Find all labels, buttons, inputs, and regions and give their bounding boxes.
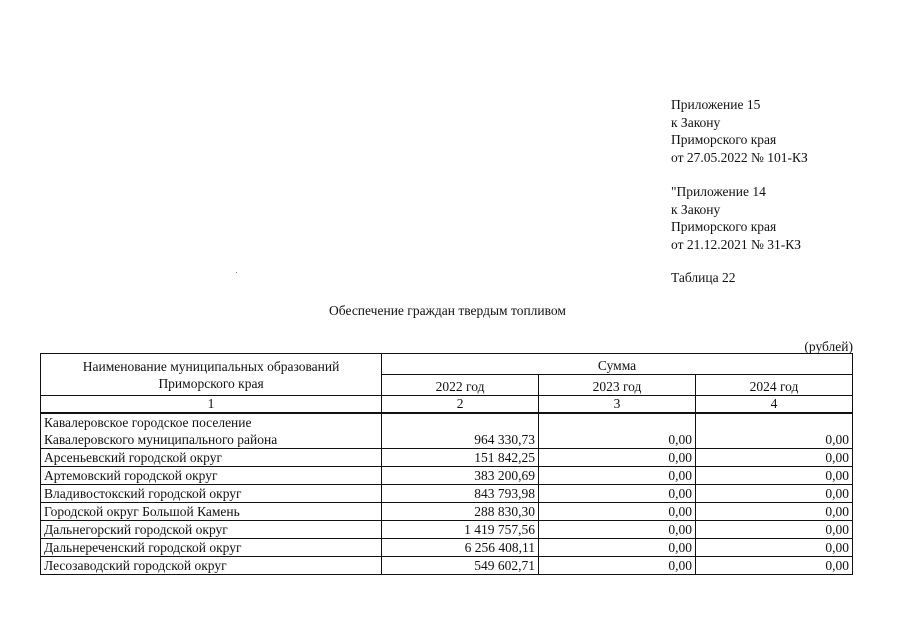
amount-2022: 383 200,69 xyxy=(382,467,539,485)
appendix-line: Приложение 15 xyxy=(671,97,761,112)
amount-2023: 0,00 xyxy=(539,539,696,557)
table-header-row xyxy=(41,354,853,375)
municipality-name-line: Кавалеровское городское поселение xyxy=(44,415,252,430)
column-index: 2 xyxy=(382,396,539,414)
appendix-header xyxy=(671,96,808,253)
unit-label: (рублей) xyxy=(804,339,853,354)
amount-2024: 0,00 xyxy=(696,467,853,485)
appendix-block-original-law xyxy=(671,183,808,253)
amount-2023: 0,00 xyxy=(539,413,696,449)
appendix-line: Приморского края xyxy=(671,132,777,147)
municipality-name: Городской округ Большой Камень xyxy=(41,503,382,521)
amount-2024: 0,00 xyxy=(696,521,853,539)
column-index-row xyxy=(41,396,853,414)
appendix-line: к Закону xyxy=(671,114,721,130)
municipality-name-line: Кавалеровского муниципального района xyxy=(44,432,278,447)
column-index: 4 xyxy=(696,396,853,414)
appendix-line: "Приложение 14 xyxy=(671,184,766,199)
table-row xyxy=(41,467,853,485)
amount-2024: 0,00 xyxy=(696,413,853,449)
amount-2024: 0,00 xyxy=(696,557,853,575)
amount-2023: 0,00 xyxy=(539,557,696,575)
appendix-line: Приморского края xyxy=(671,219,777,234)
appendix-line: от 27.05.2022 № 101-КЗ xyxy=(671,149,808,165)
appendix-line: к Закону xyxy=(671,201,721,217)
amount-2024: 0,00 xyxy=(696,539,853,557)
amount-2024: 0,00 xyxy=(696,485,853,503)
municipality-name: Артемовский городской округ xyxy=(41,467,382,485)
table-row xyxy=(41,521,853,539)
amount-2022: 288 830,30 xyxy=(382,503,539,521)
column-index: 3 xyxy=(539,396,696,414)
municipality-name: Дальнегорский городской округ xyxy=(41,521,382,539)
amount-2022: 151 842,25 xyxy=(382,449,539,467)
amount-2022: 964 330,73 xyxy=(382,413,539,449)
amount-2022: 6 256 408,11 xyxy=(382,539,539,557)
municipality-name: Лесозаводский городской округ xyxy=(41,557,382,575)
header-name-line: Наименование муниципальных образований xyxy=(82,358,340,374)
table-row xyxy=(41,413,853,449)
municipality-name: Дальнереченский городской округ xyxy=(41,539,382,557)
table-row xyxy=(41,485,853,503)
amount-2024: 0,00 xyxy=(696,449,853,467)
document-title: Обеспечение граждан твердым топливом xyxy=(329,303,566,318)
appendix-block-current-law xyxy=(671,96,808,166)
header-municipality-name xyxy=(41,354,382,396)
table-row xyxy=(41,539,853,557)
municipality-name xyxy=(41,413,382,449)
table-row xyxy=(41,557,853,575)
scan-speck xyxy=(236,272,237,273)
appendix-line: от 21.12.2021 № 31-КЗ xyxy=(671,236,801,252)
amount-2023: 0,00 xyxy=(539,503,696,521)
municipality-name: Арсеньевский городской округ xyxy=(41,449,382,467)
amount-2023: 0,00 xyxy=(539,449,696,467)
amount-2022: 549 602,71 xyxy=(382,557,539,575)
table-row xyxy=(41,503,853,521)
funding-table xyxy=(40,353,853,575)
table-row xyxy=(41,449,853,467)
amount-2022: 1 419 757,56 xyxy=(382,521,539,539)
header-year-2022: 2022 год xyxy=(382,375,539,396)
header-year-2024: 2024 год xyxy=(696,375,853,396)
table-number-label: Таблица 22 xyxy=(671,270,736,285)
header-sum: Сумма xyxy=(382,354,853,375)
amount-2023: 0,00 xyxy=(539,485,696,503)
header-name-line: Приморского края xyxy=(158,375,264,391)
amount-2022: 843 793,98 xyxy=(382,485,539,503)
amount-2023: 0,00 xyxy=(539,521,696,539)
municipality-name: Владивостокский городской округ xyxy=(41,485,382,503)
column-index: 1 xyxy=(41,396,382,414)
header-year-2023: 2023 год xyxy=(539,375,696,396)
amount-2024: 0,00 xyxy=(696,503,853,521)
amount-2023: 0,00 xyxy=(539,467,696,485)
